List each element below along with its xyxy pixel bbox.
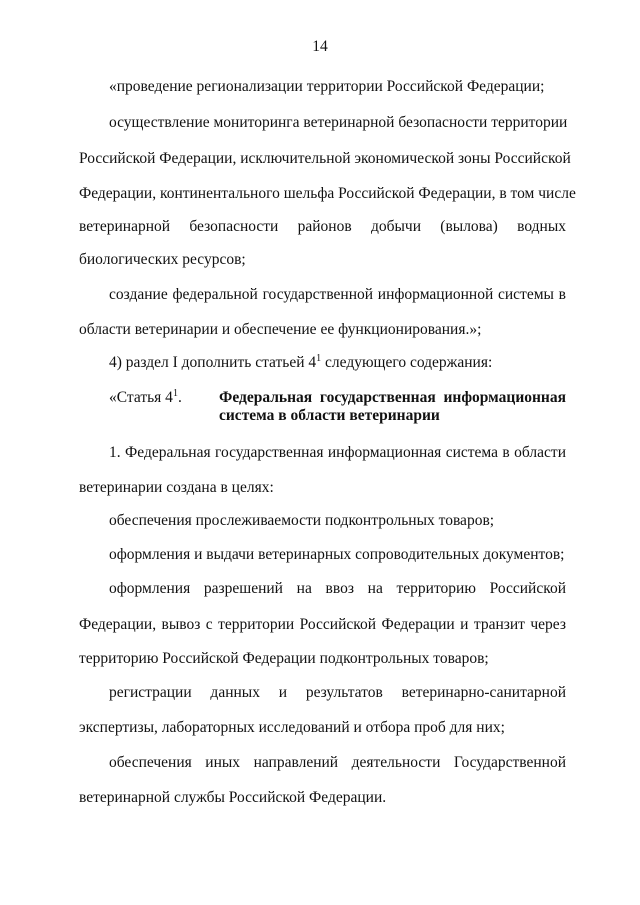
article-label-superscript: 1 xyxy=(172,388,178,399)
paragraph-line: области ветеринарии и обеспечение ее функционирования.»; xyxy=(79,321,482,338)
paragraph-line: оформления разрешений на ввоз на территорию Российской xyxy=(109,580,566,597)
paragraph-line: оформления и выдачи ветеринарных сопроводительных документов; xyxy=(109,546,565,563)
paragraph-line: территорию Российской Федерации подконтрольных товаров; xyxy=(79,650,489,667)
paragraph-line: регистрации данных и результатов ветеринарно-санитарной xyxy=(109,684,566,701)
paragraph-line: обеспечения прослеживаемости подконтрольных товаров; xyxy=(109,512,495,529)
paragraph-line: ветеринарной безопасности районов добычи (вылова) водных xyxy=(79,218,566,235)
paragraph-line: 1. Федеральная государственная информационная система в области xyxy=(109,444,566,461)
article-label xyxy=(109,389,182,407)
amendment-line xyxy=(109,354,566,372)
paragraph-line: осуществление мониторинга ветеринарной безопасности территории xyxy=(109,114,568,131)
amendment-text: 4) раздел I дополнить статьей 4 xyxy=(109,354,317,371)
article-title: Федеральная государственная информационная xyxy=(219,389,566,406)
amendment-text-tail: следующего содержания: xyxy=(321,354,493,371)
article-label-text: «Статья 4 xyxy=(109,389,173,406)
paragraph-line: ветеринарной службы Российской Федерации. xyxy=(79,789,387,806)
paragraph-line: биологических ресурсов; xyxy=(79,251,246,268)
paragraph-line: Федерации, вывоз с территории Российской Федерации и транзит через xyxy=(79,616,566,633)
paragraph-line: Российской Федерации, исключительной экономической зоны Российской xyxy=(79,150,571,167)
paragraph-line: создание федеральной государственной информационной системы в xyxy=(109,286,566,303)
page-number: 14 xyxy=(312,38,328,55)
paragraph-line: ветеринарии создана в целях: xyxy=(79,479,274,496)
article-title-continued: система в области ветеринарии xyxy=(219,407,440,424)
article-label-tail: . xyxy=(177,389,182,406)
paragraph-line: экспертизы, лабораторных исследований и отбора проб для них; xyxy=(79,719,505,736)
paragraph-line: обеспечения иных направлений деятельности Государственной xyxy=(109,754,566,771)
paragraph-line: «проведение регионализации территории Российской Федерации; xyxy=(109,78,545,95)
amendment-superscript: 1 xyxy=(316,353,322,364)
paragraph-line: Федерации, континентального шельфа Российской Федерации, в том числе xyxy=(79,185,576,202)
